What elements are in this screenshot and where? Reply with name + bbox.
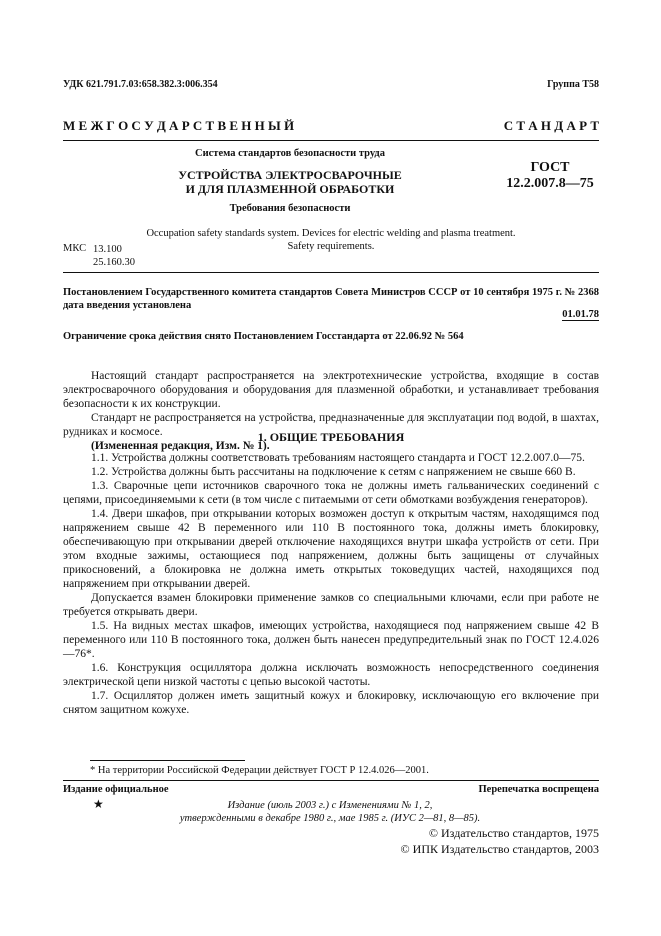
section-1-body	[63, 451, 599, 717]
reprint-prohibited-label: Перепечатка воспрещена	[478, 784, 599, 795]
udk-code: УДК 621.791.7.03:658.382.3:006.354	[63, 79, 218, 90]
clause-1-3: 1.3. Сварочные цепи источников сварочного тока не должны иметь гальванических соединений с цепями, присоединяемыми к сети (в том числе с питаемыми от сети обмотками возбуждения генераторов).	[63, 480, 599, 506]
english-line-2: Safety requirements.	[287, 241, 375, 252]
group-code: Группа Т58	[547, 79, 599, 90]
star-icon: ★	[93, 797, 104, 811]
divider	[63, 780, 599, 781]
divider	[63, 272, 599, 273]
amendment-note: (Измененная редакция, Изм. № 1).	[91, 440, 270, 452]
gost-designation	[500, 160, 600, 192]
edition-line: утвержденными в декабре 1980 г., мае 1985 г. (ИУС 2—81, 8—85).	[179, 813, 481, 824]
copyright-line: © ИПК Издательство стандартов, 2003	[400, 842, 599, 856]
title-line-1: УСТРОЙСТВА ЭЛЕКТРОСВАРОЧНЫЕ	[178, 168, 402, 182]
document-subtitle: Требования безопасности	[229, 203, 351, 214]
footnote-divider	[90, 760, 245, 761]
clause-1-5: 1.5. На видных местах шкафов, имеющих устройства, находящиеся под напряжением свыше 42 В переменного или 110 В постоянного тока, должен быть нанесен предупредительный знак по ГОСТ 12.4.026—76*.	[63, 620, 599, 660]
mks-code: 25.160.30	[93, 257, 135, 268]
banner-word-standard: С Т А Н Д А Р Т	[503, 118, 599, 133]
intro-paragraph: Стандарт не распространяется на устройства, предназначенные для эксплуатации под водой, в шахтах, рудниках и космосе.	[63, 412, 599, 438]
gost-number: 12.2.007.8—75	[506, 176, 594, 191]
copyright-line: © Издательство стандартов, 1975	[428, 826, 599, 840]
divider	[63, 140, 599, 141]
introduction-date: 01.01.78	[562, 309, 599, 320]
section-heading: 1. ОБЩИЕ ТРЕБОВАНИЯ	[257, 430, 405, 444]
gost-label: ГОСТ	[530, 160, 570, 175]
clause-1-7: 1.7. Осциллятор должен иметь защитный кожух и блокировку, исключающую его включение при снятом защитном кожухе.	[63, 690, 599, 716]
mks-codes	[93, 243, 135, 269]
footnote: * На территории Российской Федерации действует ГОСТ Р 12.4.026—2001.	[90, 765, 429, 776]
standard-banner	[63, 118, 599, 134]
clause-1-1: 1.1. Устройства должны соответствовать требованиям настоящего стандарта и ГОСТ 12.2.007.0—75.	[91, 452, 585, 464]
standards-system: Система стандартов безопасности труда	[195, 148, 385, 159]
title-line-2: И ДЛЯ ПЛАЗМЕННОЙ ОБРАБОТКИ	[185, 182, 395, 196]
clause-1-4: 1.4. Двери шкафов, при открывании которых возможен доступ к открытым частям, находящимся под напряжением свыше 42 В переменного или 110 В постоянного тока, должны иметь блокировку, обеспечивающую при открывании дверей отключение находящихся внутри шкафа устройств от сети. При этом входные зажимы, остающиеся под напряжением, должны быть защищены от случайных прикосновений, а блокировка не должна иметь открытых токоведущих частей, находящихся под напряжением при открывании дверей.	[63, 508, 599, 590]
clause-1-6: 1.6. Конструкция осциллятора должна исключать возможность непосредственного соединения электрической цепи низкой частоты с цепью высокой частоты.	[63, 662, 599, 688]
official-edition-label: Издание официальное	[63, 784, 169, 795]
document-title	[160, 168, 420, 196]
clause-1-4-note: Допускается взамен блокировки применение замков со специальными ключами, если при работе не требуется открывать двери.	[63, 592, 599, 618]
edition-info	[150, 799, 510, 825]
english-line-1: Occupation safety standards system. Devices for electric welding and plasma treatment.	[146, 228, 516, 239]
clause-1-2: 1.2. Устройства должны быть рассчитаны на подключение к сетям с напряжением не свыше 660 В.	[91, 466, 576, 478]
mks-label: МКС	[63, 243, 87, 254]
copyright	[401, 825, 599, 857]
edition-line: Издание (июль 2003 г.) с Изменениями № 1, 2,	[227, 800, 433, 811]
validity-limit-text: Ограничение срока действия снято Постановлением Госстандарта от 22.06.92 № 564	[63, 331, 464, 342]
decree-text: Постановлением Государственного комитета стандартов Совета Министров СССР от 10 сентября 1975 г. № 2368 дата введения установлена	[63, 287, 599, 311]
banner-word-interstate: М Е Ж Г О С У Д А Р С Т В Е Н Н Ы Й	[63, 118, 295, 133]
intro-paragraph: Настоящий стандарт распространяется на электротехнические устройства, входящие в состав электросварочного оборудования и оборудования для плазменной обработки, и устанавливает требования безопасности к их конструкции.	[63, 370, 599, 410]
english-title	[63, 227, 599, 253]
mks-code: 13.100	[93, 244, 122, 255]
